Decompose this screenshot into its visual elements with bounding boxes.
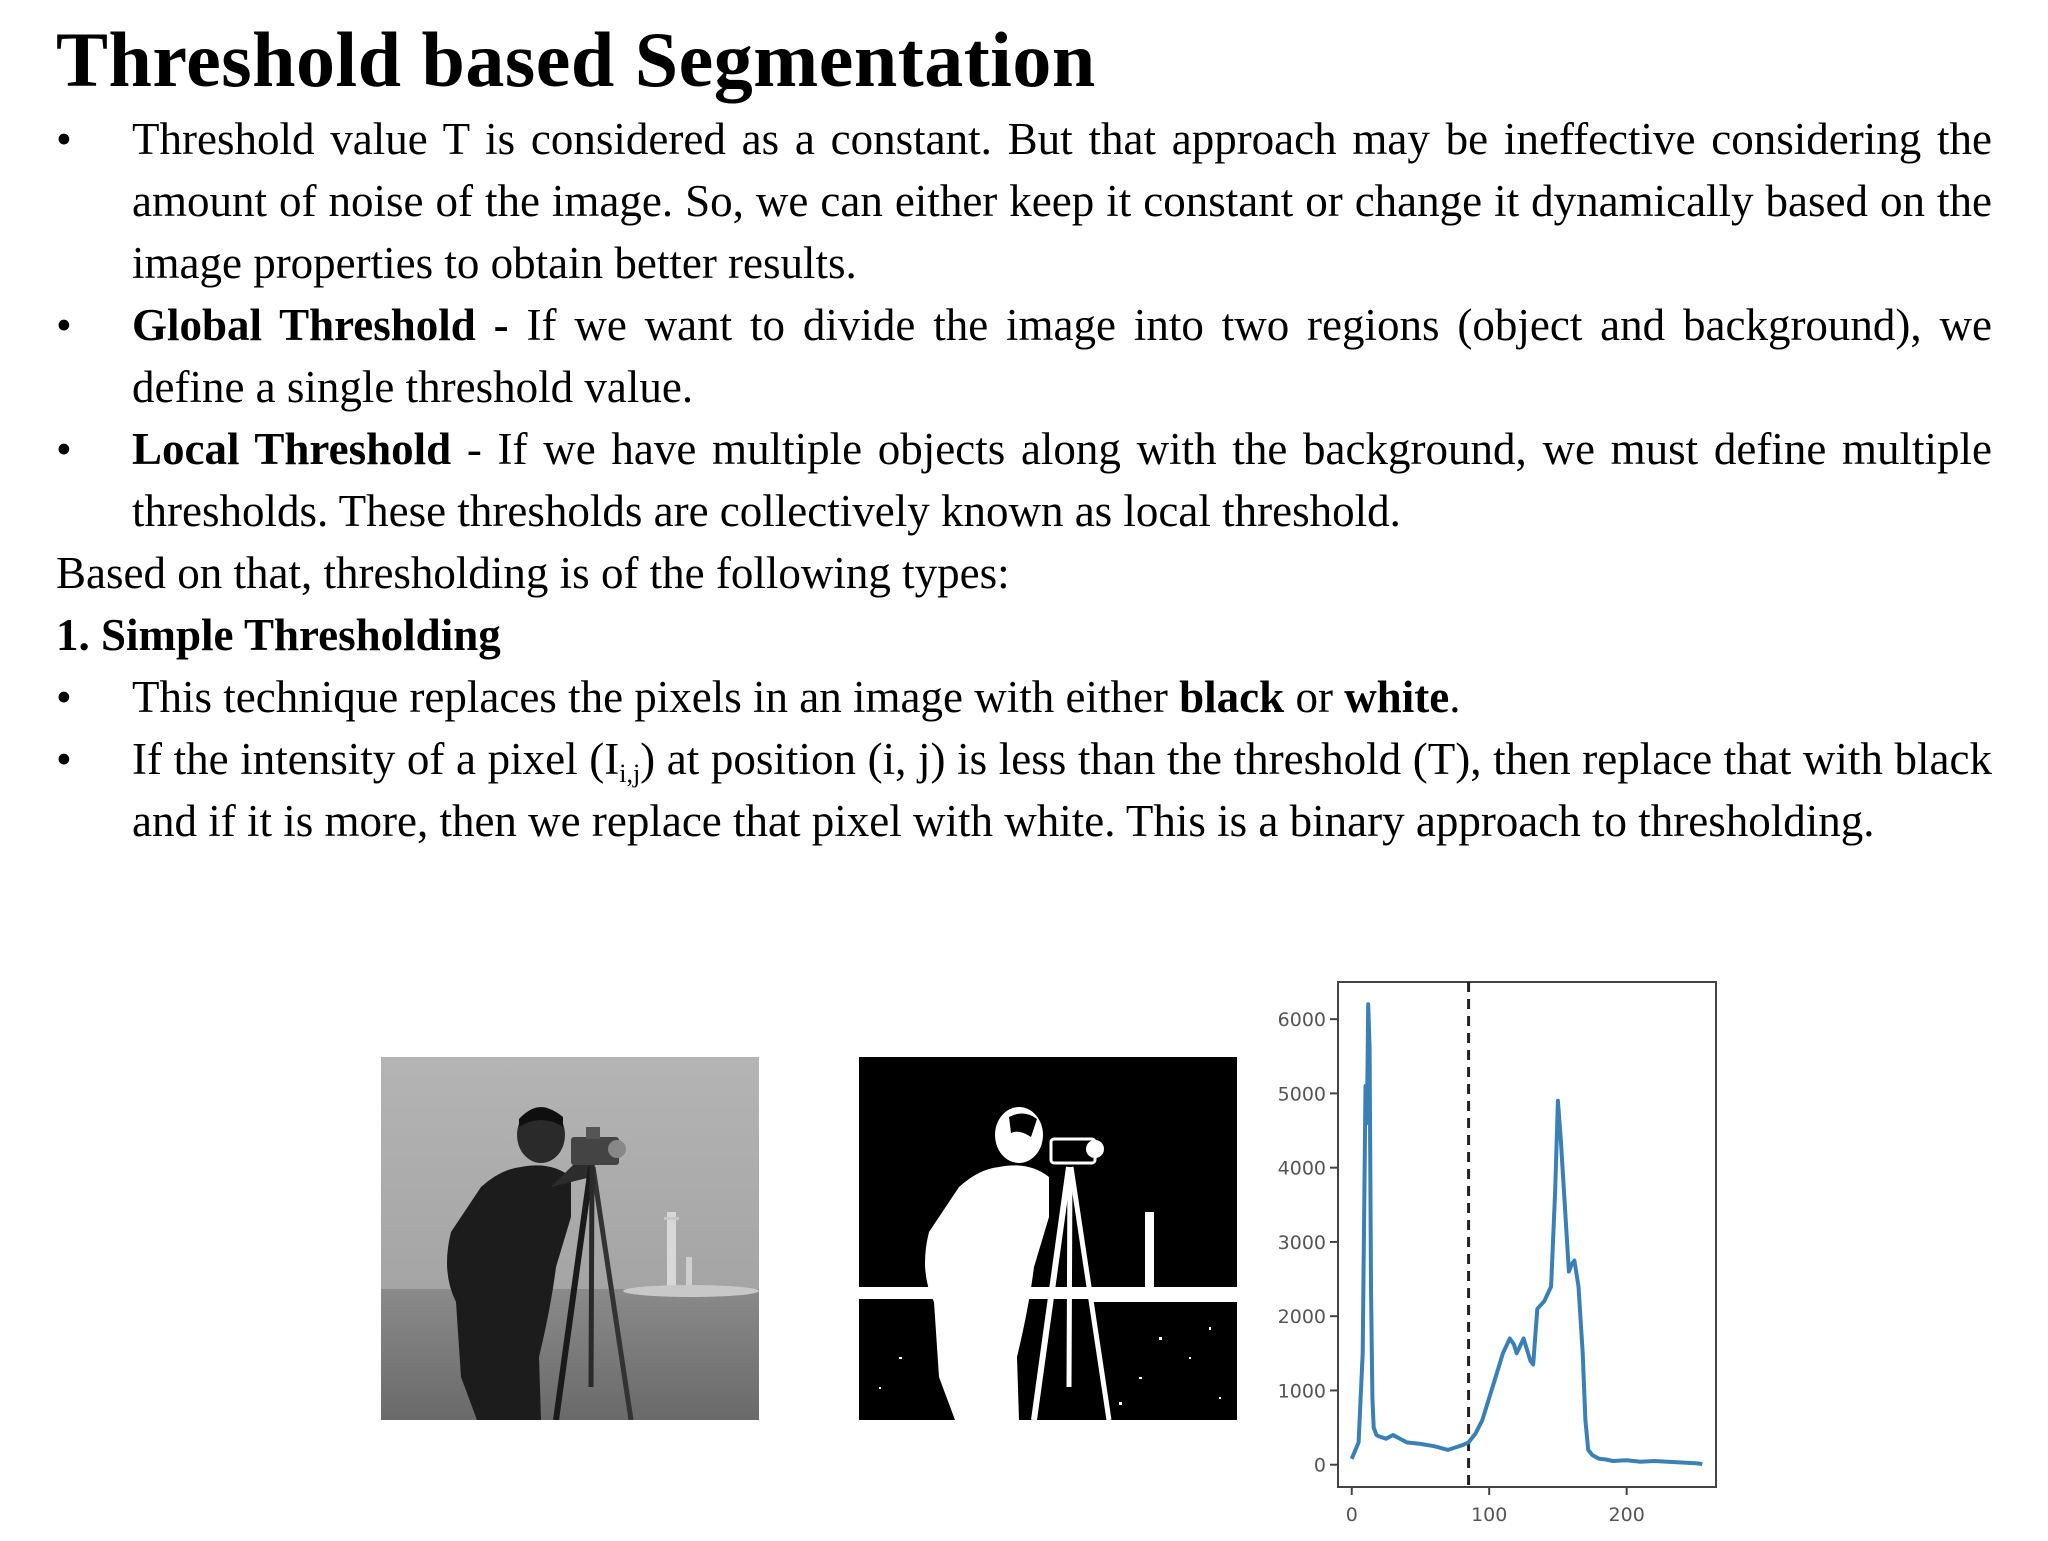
list-item bbox=[56, 728, 1992, 852]
y-tick-label: 2000 bbox=[1277, 1306, 1326, 1329]
histogram-svg bbox=[1250, 960, 1730, 1536]
bullet-text: This technique replaces the pixels in an image with either bbox=[132, 672, 1180, 722]
plot-frame bbox=[1338, 982, 1716, 1487]
x-tick-label: 0 bbox=[1345, 1504, 1358, 1526]
y-tick-label: 6000 bbox=[1277, 1009, 1326, 1032]
bullet-text: ) at position (i, j) is less than the threshold (T), then replace that with black and if it is more, then we replace that pixel with white. This is a binary approach to thresholding. bbox=[132, 734, 1992, 846]
bullet-text: If the intensity of a pixel (I bbox=[132, 734, 620, 784]
bullet-icon: • bbox=[56, 300, 72, 350]
bullet-icon: • bbox=[56, 734, 72, 784]
y-tick-label: 3000 bbox=[1277, 1231, 1326, 1254]
bold-white: white bbox=[1344, 672, 1450, 722]
bullet-text: Threshold value T is considered as a constant. But that approach may be ineffective considering the amount of noise of the image. So, we can either keep it constant or change it dynamically based on the image properties to obtain better results. bbox=[132, 114, 1992, 288]
x-tick-label: 200 bbox=[1608, 1504, 1645, 1526]
y-tick-label: 0 bbox=[1313, 1454, 1326, 1477]
bullet-text: If we want to divide the image into two regions (object and background), we define a single threshold value. bbox=[132, 300, 1992, 412]
y-tick-label: 4000 bbox=[1277, 1157, 1326, 1180]
y-axis bbox=[1278, 1009, 1338, 1477]
list-item bbox=[56, 294, 1992, 418]
bold-black: black bbox=[1179, 672, 1285, 722]
binary-photo bbox=[859, 1057, 1237, 1420]
list-item bbox=[56, 108, 1992, 294]
bullet-text: . bbox=[1449, 672, 1461, 722]
bullet-icon: • bbox=[56, 114, 72, 164]
types-intro: Based on that, thresholding is of the following types: bbox=[56, 548, 1010, 598]
bullet-text: - If we have multiple objects along with the background, we must define multiple thresholds. These thresholds are collectively known as local threshold. bbox=[132, 424, 1992, 536]
list-item bbox=[56, 418, 1992, 542]
bullet-term: Global Threshold - bbox=[132, 300, 509, 350]
histogram-chart bbox=[1250, 960, 1730, 1536]
pixel-subscript: i,j bbox=[619, 759, 641, 788]
y-tick-label: 1000 bbox=[1277, 1380, 1326, 1403]
grayscale-photo bbox=[381, 1057, 759, 1420]
x-axis bbox=[1346, 1487, 1645, 1526]
list-item bbox=[56, 666, 1992, 728]
histogram-line bbox=[1352, 1004, 1703, 1464]
section-heading: 1. Simple Thresholding bbox=[56, 610, 501, 660]
bullet-icon: • bbox=[56, 672, 72, 722]
bullet-term: Local Threshold bbox=[132, 424, 452, 474]
y-tick-label: 5000 bbox=[1277, 1083, 1326, 1106]
bullet-text: or bbox=[1284, 672, 1345, 722]
x-tick-label: 100 bbox=[1471, 1504, 1508, 1526]
document-body bbox=[56, 108, 1992, 852]
page-title: Threshold based Segmentation bbox=[56, 16, 1096, 103]
bullet-icon: • bbox=[56, 424, 72, 474]
